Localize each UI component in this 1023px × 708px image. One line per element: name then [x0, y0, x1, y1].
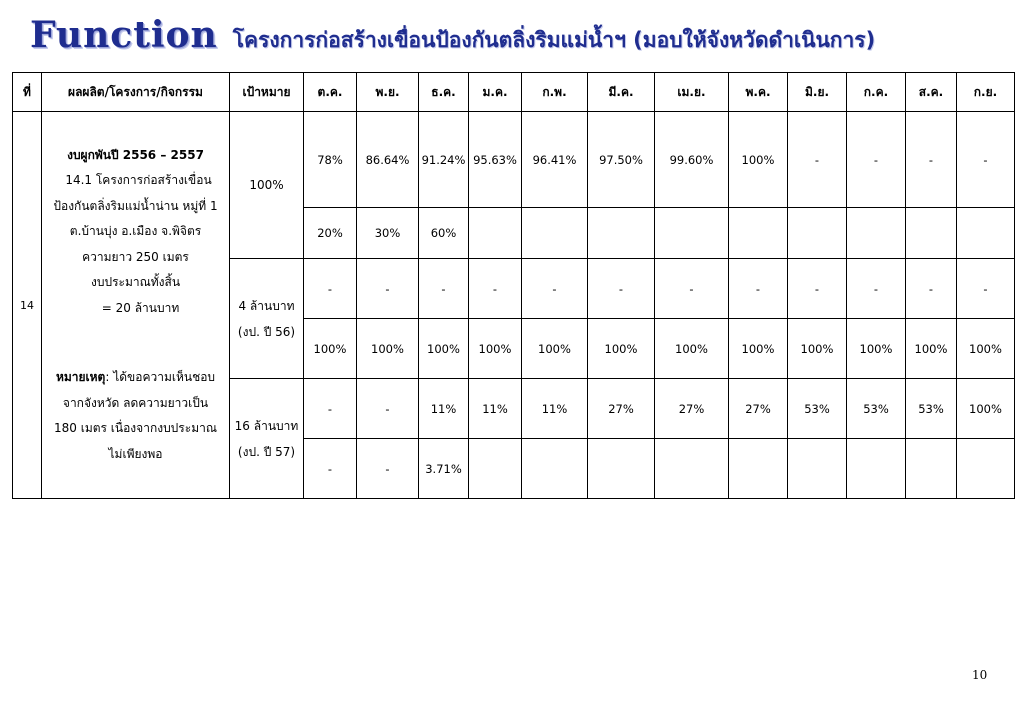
note-line: จากจังหวัด ลดความยาวเป็น — [62, 395, 209, 410]
header-month: มิ.ย. — [788, 73, 847, 112]
table-cell — [729, 439, 788, 499]
page-number: 10 — [972, 668, 988, 682]
table-cell: - — [357, 379, 419, 439]
table-row — [13, 112, 1015, 208]
table-cell — [957, 208, 1015, 259]
header-month: มี.ค. — [588, 73, 655, 112]
header-month: ก.ค. — [847, 73, 906, 112]
table-cell — [588, 439, 655, 499]
table-cell: 53% — [906, 379, 957, 439]
header-month: พ.ค. — [729, 73, 788, 112]
table-cell: - — [304, 379, 357, 439]
header-month: ธ.ค. — [419, 73, 469, 112]
table-cell — [906, 439, 957, 499]
title-main: Function — [30, 14, 218, 56]
table-cell: 99.60% — [655, 112, 729, 208]
table-cell: 53% — [847, 379, 906, 439]
table-cell — [655, 208, 729, 259]
note-line: ไม่เพียงพอ — [108, 446, 163, 461]
budget-label: งบประมาณทั้งสิ้น — [90, 275, 181, 290]
table-cell: - — [357, 439, 419, 499]
table-cell: 86.64% — [357, 112, 419, 208]
table-cell: 100% — [357, 319, 419, 379]
table-cell: 100% — [788, 319, 847, 379]
table-cell — [522, 439, 588, 499]
table-cell: 100% — [655, 319, 729, 379]
target-fy56 — [230, 259, 304, 379]
note-text: : ได้ขอความเห็นชอบ — [105, 370, 216, 385]
table-cell: - — [522, 259, 588, 319]
table-cell — [588, 208, 655, 259]
table-cell — [522, 208, 588, 259]
table-cell — [788, 208, 847, 259]
target-fy56-year: (งป. ปี 56) — [237, 324, 296, 339]
note-line — [42, 365, 229, 391]
page-title — [30, 14, 1010, 64]
table-header-row — [13, 73, 1015, 112]
target-fy57 — [230, 379, 304, 499]
table-cell: - — [655, 259, 729, 319]
table-cell: 78% — [304, 112, 357, 208]
table-cell — [788, 439, 847, 499]
table-cell: 3.71% — [419, 439, 469, 499]
project-length: ความยาว 250 เมตร — [82, 249, 189, 264]
table-cell — [847, 439, 906, 499]
table-cell: 100% — [957, 319, 1015, 379]
budget-value: = 20 ล้านบาท — [101, 300, 180, 315]
table-cell: 91.24% — [419, 112, 469, 208]
table-cell: - — [847, 112, 906, 208]
table-cell: 27% — [729, 379, 788, 439]
row-number: 14 — [13, 112, 42, 499]
table-cell: 100% — [729, 319, 788, 379]
table-cell: 60% — [419, 208, 469, 259]
header-month: เม.ย. — [655, 73, 729, 112]
table-cell: - — [847, 259, 906, 319]
table-cell: - — [304, 259, 357, 319]
budget-heading: งบผูกพันปี 2556 – 2557 — [67, 147, 204, 162]
table-cell: 100% — [729, 112, 788, 208]
table-cell: 30% — [357, 208, 419, 259]
table-cell — [469, 439, 522, 499]
project-line: 14.1 โครงการก่อสร้างเขื่อน — [65, 173, 212, 188]
table-cell — [847, 208, 906, 259]
table-cell: - — [357, 259, 419, 319]
table-cell: 100% — [522, 319, 588, 379]
table-cell: 20% — [304, 208, 357, 259]
table-cell: 96.41% — [522, 112, 588, 208]
table-cell: - — [304, 439, 357, 499]
table-cell: 100% — [906, 319, 957, 379]
table-cell — [655, 439, 729, 499]
table-cell: - — [906, 259, 957, 319]
table-cell: 100% — [304, 319, 357, 379]
table-cell: 11% — [419, 379, 469, 439]
table-cell: - — [588, 259, 655, 319]
table-cell — [906, 208, 957, 259]
header-month: ต.ค. — [304, 73, 357, 112]
table-cell: 11% — [469, 379, 522, 439]
project-line: ต.บ้านบุ่ง อ.เมือง จ.พิจิตร — [69, 224, 202, 239]
table-cell: 53% — [788, 379, 847, 439]
note-label: หมายเหตุ — [55, 370, 106, 385]
table-cell: 100% — [419, 319, 469, 379]
table-cell: - — [788, 259, 847, 319]
target-fy57-amount: 16 ล้านบาท — [234, 418, 299, 433]
table-cell — [469, 208, 522, 259]
target-overall: 100% — [230, 112, 304, 259]
table-cell: 97.50% — [588, 112, 655, 208]
header-target: เป้าหมาย — [230, 73, 304, 112]
table-cell: 100% — [957, 379, 1015, 439]
note-line: 180 เมตร เนื่องจากงบประมาณ — [54, 421, 217, 436]
table-cell: - — [906, 112, 957, 208]
table-cell: - — [957, 259, 1015, 319]
table-cell — [957, 439, 1015, 499]
title-subtitle: โครงการก่อสร้างเขื่อนป้องกันตลิ่งริมแม่น้ำฯ (มอบให้จังหวัดดำเนินการ) — [232, 28, 876, 52]
header-month: ก.พ. — [522, 73, 588, 112]
table-cell: 100% — [469, 319, 522, 379]
table-cell: 100% — [847, 319, 906, 379]
header-month: ก.ย. — [957, 73, 1015, 112]
header-month: ม.ค. — [469, 73, 522, 112]
project-line: ป้องกันตลิ่งริมแม่น้ำน่าน หมู่ที่ 1 — [53, 198, 218, 213]
table-cell: - — [469, 259, 522, 319]
table-cell: - — [957, 112, 1015, 208]
table-cell: - — [729, 259, 788, 319]
project-description — [42, 112, 230, 499]
header-no: ที่ — [13, 73, 42, 112]
table-cell: 27% — [588, 379, 655, 439]
target-fy57-year: (งป. ปี 57) — [237, 444, 296, 459]
table-cell: 11% — [522, 379, 588, 439]
table-cell: - — [419, 259, 469, 319]
table-cell: 95.63% — [469, 112, 522, 208]
header-month: พ.ย. — [357, 73, 419, 112]
progress-table — [12, 72, 1015, 499]
header-project: ผลผลิต/โครงการ/กิจกรรม — [42, 73, 230, 112]
table-cell — [729, 208, 788, 259]
table-cell: 100% — [588, 319, 655, 379]
target-fy56-amount: 4 ล้านบาท — [238, 298, 295, 313]
table-cell: - — [788, 112, 847, 208]
header-month: ส.ค. — [906, 73, 957, 112]
table-cell: 27% — [655, 379, 729, 439]
